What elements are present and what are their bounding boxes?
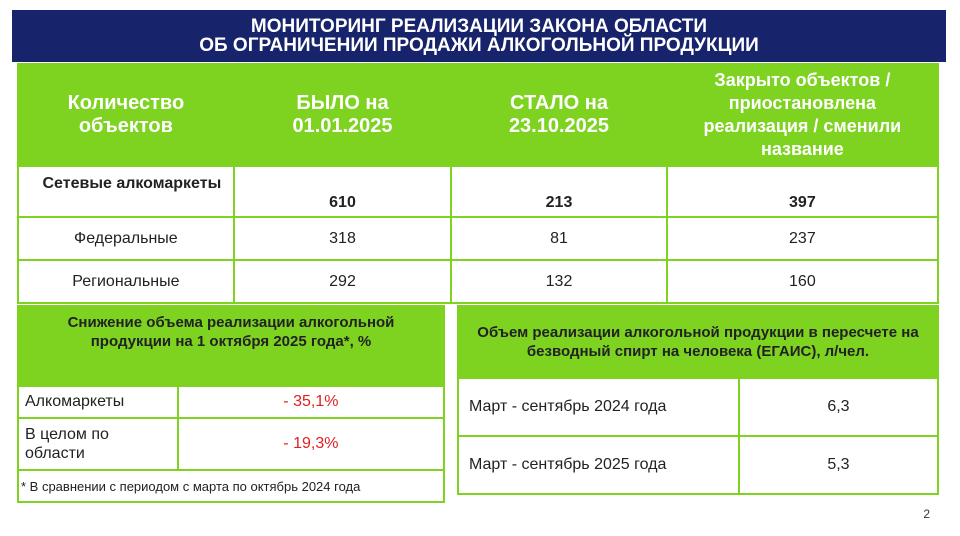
- page-title: [12, 10, 946, 62]
- row-name: Федеральные: [18, 217, 234, 260]
- table-row: [18, 260, 938, 303]
- row-name: Региональные: [18, 260, 234, 303]
- volume-header-row: [458, 306, 938, 378]
- table-row: [458, 378, 938, 436]
- volume-label: Март - сентябрь 2025 года: [458, 436, 739, 494]
- decrease-table: [17, 305, 445, 503]
- decrease-label: В целом по области: [18, 418, 178, 470]
- volume-label: Март - сентябрь 2024 года: [458, 378, 739, 436]
- decrease-note-row: [18, 470, 444, 502]
- decrease-note: * В сравнении с периодом с марта по октябрь 2024 года: [18, 470, 444, 502]
- row-name: Сетевые алкомаркеты: [18, 166, 234, 217]
- volume-value: 5,3: [739, 436, 938, 494]
- table-row: [18, 386, 444, 418]
- decrease-value: - 35,1%: [178, 386, 444, 418]
- row-now: 213: [451, 166, 667, 217]
- row-closed: 160: [667, 260, 938, 303]
- row-closed: 397: [667, 166, 938, 217]
- volume-value: 6,3: [739, 378, 938, 436]
- volume-title: Объем реализации алкогольной продукции в пересчете на безводный спирт на человека (ЕГАИС), л/чел.: [458, 306, 938, 378]
- row-now: 81: [451, 217, 667, 260]
- decrease-label: Алкомаркеты: [18, 386, 178, 418]
- table-row: [18, 217, 938, 260]
- header-closed: Закрыто объектов / приостановлена реализация / сменили название: [667, 64, 938, 166]
- decrease-value: - 19,3%: [178, 418, 444, 470]
- volume-table: [457, 305, 939, 495]
- row-was: 610: [234, 166, 451, 217]
- table-row: [18, 418, 444, 470]
- table-row: [18, 166, 938, 217]
- header-was: БЫЛО на 01.01.2025: [234, 64, 451, 166]
- row-closed: 237: [667, 217, 938, 260]
- title-line-2: ОБ ОГРАНИЧЕНИИ ПРОДАЖИ АЛКОГОЛЬНОЙ ПРОДУКЦИИ: [199, 35, 759, 56]
- row-was: 292: [234, 260, 451, 303]
- title-line-1: МОНИТОРИНГ РЕАЛИЗАЦИИ ЗАКОНА ОБЛАСТИ: [250, 16, 708, 37]
- decrease-header-row: [18, 306, 444, 386]
- row-now: 132: [451, 260, 667, 303]
- decrease-title: Снижение объема реализации алкогольной продукции на 1 октября 2025 года*, %: [18, 306, 444, 386]
- table-header-row: [18, 64, 938, 166]
- objects-table: [17, 63, 939, 304]
- header-objects: Количество объектов: [18, 64, 234, 166]
- page-number: 2: [923, 507, 930, 521]
- row-was: 318: [234, 217, 451, 260]
- header-now: СТАЛО на 23.10.2025: [451, 64, 667, 166]
- table-row: [458, 436, 938, 494]
